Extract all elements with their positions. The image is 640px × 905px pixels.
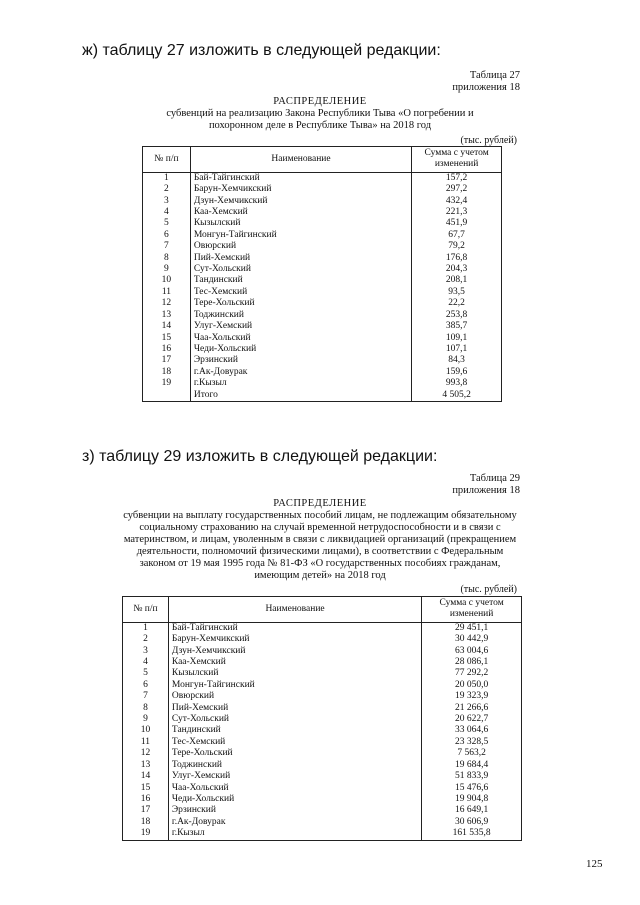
row-number: 19 — [143, 378, 191, 389]
district-name: Улуг-Хемский — [168, 771, 421, 782]
row-number: 19 — [123, 828, 169, 840]
district-name: Чеди-Хольский — [168, 794, 421, 805]
amount-value: 84,3 — [412, 355, 502, 366]
district-name: Итого — [190, 390, 411, 402]
row-number: 18 — [143, 367, 191, 378]
caption-appendix: приложения 18 — [452, 82, 520, 93]
table-row — [143, 355, 502, 366]
header-name: Наименование — [190, 147, 411, 173]
table-row — [123, 783, 522, 794]
table-row — [123, 668, 522, 679]
district-name: Каа-Хемский — [168, 657, 421, 668]
table-row — [143, 298, 502, 309]
amount-value: 22,2 — [412, 298, 502, 309]
district-name: Тере-Хольский — [190, 298, 411, 309]
district-name: Барун-Хемчикский — [190, 184, 411, 195]
table-row — [123, 805, 522, 816]
district-name: Улуг-Хемский — [190, 321, 411, 332]
district-name: Чеди-Хольский — [190, 344, 411, 355]
row-number: 3 — [123, 646, 169, 657]
amount-value: 4 505,2 — [412, 390, 502, 402]
table-row — [123, 828, 522, 840]
table-row — [123, 634, 522, 645]
table-row — [143, 196, 502, 207]
amount-value: 20 622,7 — [422, 714, 522, 725]
amount-value: 161 535,8 — [422, 828, 522, 840]
district-name: г.Кызыл — [168, 828, 421, 840]
table-row — [143, 275, 502, 286]
amount-value: 451,9 — [412, 218, 502, 229]
row-number: 7 — [143, 241, 191, 252]
district-name: Барун-Хемчикский — [168, 634, 421, 645]
table-row — [143, 241, 502, 252]
district-name: Тес-Хемский — [168, 737, 421, 748]
table-row — [123, 657, 522, 668]
amount-value: 253,8 — [412, 310, 502, 321]
table-row — [143, 367, 502, 378]
row-number: 1 — [143, 172, 191, 184]
table-row — [123, 691, 522, 702]
district-name: Тоджинский — [190, 310, 411, 321]
row-number: 6 — [143, 230, 191, 241]
table-row — [123, 760, 522, 771]
row-number: 3 — [143, 196, 191, 207]
table-row — [123, 817, 522, 828]
amount-value: 297,2 — [412, 184, 502, 195]
title-subtitle: субвенции на выплату государственных пособий лицам, не подлежащим обязательному социальному страхованию на случай временной нетрудоспособности и в связи с материнством, и лицам, уволенным в связи с ликвидацией организаций (прекращением деятельности, полномочий физическими лицами), в соответствии с Федеральным законом от 19 мая 1995 года № 81-ФЗ «О государственных пособиях гражданам, имеющим детей» на 2018 год — [123, 510, 517, 581]
table-header-row — [143, 147, 502, 173]
row-number: 2 — [123, 634, 169, 645]
row-number: 16 — [143, 344, 191, 355]
amount-value: 21 266,6 — [422, 703, 522, 714]
district-name: г.Ак-Довурак — [190, 367, 411, 378]
table-row — [143, 253, 502, 264]
table-row — [123, 748, 522, 759]
table-row — [143, 207, 502, 218]
amount-value: 176,8 — [412, 253, 502, 264]
row-number: 14 — [143, 321, 191, 332]
amount-value: 20 050,0 — [422, 680, 522, 691]
table-27 — [142, 146, 502, 402]
district-name: Сут-Хольский — [168, 714, 421, 725]
district-name: г.Ак-Довурак — [168, 817, 421, 828]
amount-value: 204,3 — [412, 264, 502, 275]
row-number: 12 — [123, 748, 169, 759]
header-amount: Сумма с учетом изменений — [412, 147, 502, 173]
district-name: г.Кызыл — [190, 378, 411, 389]
amount-value: 51 833,9 — [422, 771, 522, 782]
row-number: 8 — [123, 703, 169, 714]
table-29 — [122, 596, 522, 841]
amount-value: 77 292,2 — [422, 668, 522, 679]
row-number: 7 — [123, 691, 169, 702]
district-name: Тере-Хольский — [168, 748, 421, 759]
row-number: 10 — [123, 725, 169, 736]
amount-value: 208,1 — [412, 275, 502, 286]
table-row — [143, 172, 502, 184]
district-name: Кызылский — [168, 668, 421, 679]
amount-value: 993,8 — [412, 378, 502, 389]
table-row — [123, 737, 522, 748]
row-number: 2 — [143, 184, 191, 195]
row-number: 9 — [143, 264, 191, 275]
district-name: Дзун-Хемчикский — [168, 646, 421, 657]
table-27-caption — [452, 70, 520, 94]
row-number: 9 — [123, 714, 169, 725]
table-row — [143, 287, 502, 298]
row-number: 5 — [123, 668, 169, 679]
district-name: Монгун-Тайгинский — [190, 230, 411, 241]
district-name: Бай-Тайгинский — [168, 622, 421, 634]
amount-value: 109,1 — [412, 333, 502, 344]
district-name: Эрзинский — [168, 805, 421, 816]
table-row — [143, 333, 502, 344]
table-row — [143, 310, 502, 321]
district-name: Овюрский — [190, 241, 411, 252]
row-number: 4 — [143, 207, 191, 218]
row-number: 18 — [123, 817, 169, 828]
district-name: Кызылский — [190, 218, 411, 229]
table-row — [143, 378, 502, 389]
page-number: 125 — [586, 858, 603, 870]
caption-table-number: Таблица 27 — [469, 70, 520, 81]
row-number: 8 — [143, 253, 191, 264]
row-number: 16 — [123, 794, 169, 805]
row-number: 15 — [143, 333, 191, 344]
table-27-title — [150, 96, 490, 132]
header-number: № п/п — [123, 597, 169, 623]
table-row — [143, 321, 502, 332]
table-row — [123, 622, 522, 634]
amount-value: 159,6 — [412, 367, 502, 378]
district-name: Дзун-Хемчикский — [190, 196, 411, 207]
table-row — [143, 218, 502, 229]
caption-table-number: Таблица 29 — [469, 473, 520, 484]
row-number: 17 — [143, 355, 191, 366]
district-name: Эрзинский — [190, 355, 411, 366]
amount-value: 385,7 — [412, 321, 502, 332]
amount-value: 7 563,2 — [422, 748, 522, 759]
table-row — [123, 646, 522, 657]
row-number: 13 — [123, 760, 169, 771]
district-name: Сут-Хольский — [190, 264, 411, 275]
district-name: Пий-Хемский — [190, 253, 411, 264]
amount-value: 33 064,6 — [422, 725, 522, 736]
district-name: Тандинский — [168, 725, 421, 736]
title-main: РАСПРЕДЕЛЕНИЕ — [273, 498, 367, 509]
row-number: 6 — [123, 680, 169, 691]
title-main: РАСПРЕДЕЛЕНИЕ — [273, 96, 367, 107]
units-label: (тыс. рублей) — [460, 584, 517, 595]
row-number: 13 — [143, 310, 191, 321]
table-row — [123, 703, 522, 714]
amount-value: 28 086,1 — [422, 657, 522, 668]
section-heading-table-29: з) таблицу 29 изложить в следующей редакции: — [82, 448, 438, 465]
amount-value: 15 476,6 — [422, 783, 522, 794]
table-row — [123, 680, 522, 691]
table-row — [143, 230, 502, 241]
amount-value: 221,3 — [412, 207, 502, 218]
table-row — [143, 264, 502, 275]
amount-value: 67,7 — [412, 230, 502, 241]
caption-appendix: приложения 18 — [452, 485, 520, 496]
row-number: 5 — [143, 218, 191, 229]
header-name: Наименование — [168, 597, 421, 623]
amount-value: 157,2 — [412, 172, 502, 184]
amount-value: 19 684,4 — [422, 760, 522, 771]
units-label: (тыс. рублей) — [460, 135, 517, 146]
table-row — [123, 794, 522, 805]
amount-value: 23 328,5 — [422, 737, 522, 748]
table-row — [123, 725, 522, 736]
district-name: Каа-Хемский — [190, 207, 411, 218]
district-name: Тоджинский — [168, 760, 421, 771]
row-number — [143, 390, 191, 402]
amount-value: 79,2 — [412, 241, 502, 252]
district-name: Чаа-Хольский — [168, 783, 421, 794]
district-name: Овюрский — [168, 691, 421, 702]
header-amount: Сумма с учетом изменений — [422, 597, 522, 623]
table-29-caption — [452, 473, 520, 497]
row-number: 12 — [143, 298, 191, 309]
table-row — [143, 390, 502, 402]
district-name: Монгун-Тайгинский — [168, 680, 421, 691]
section-heading-table-27: ж) таблицу 27 изложить в следующей редакции: — [82, 42, 441, 59]
amount-value: 16 649,1 — [422, 805, 522, 816]
table-row — [123, 771, 522, 782]
table-header-row — [123, 597, 522, 623]
district-name: Чаа-Хольский — [190, 333, 411, 344]
table-row — [123, 714, 522, 725]
district-name: Пий-Хемский — [168, 703, 421, 714]
district-name: Тандинский — [190, 275, 411, 286]
row-number: 10 — [143, 275, 191, 286]
amount-value: 30 606,9 — [422, 817, 522, 828]
district-name: Бай-Тайгинский — [190, 172, 411, 184]
header-number: № п/п — [143, 147, 191, 173]
amount-value: 63 004,6 — [422, 646, 522, 657]
row-number: 1 — [123, 622, 169, 634]
amount-value: 107,1 — [412, 344, 502, 355]
amount-value: 432,4 — [412, 196, 502, 207]
amount-value: 29 451,1 — [422, 622, 522, 634]
table-row — [143, 344, 502, 355]
title-subtitle: субвенций на реализацию Закона Республики Тыва «О погребении и похоронном деле в Республике Тыва» на 2018 год — [166, 108, 474, 131]
amount-value: 19 904,8 — [422, 794, 522, 805]
table-29-title — [120, 498, 520, 582]
row-number: 11 — [123, 737, 169, 748]
amount-value: 19 323,9 — [422, 691, 522, 702]
row-number: 11 — [143, 287, 191, 298]
row-number: 17 — [123, 805, 169, 816]
district-name: Тес-Хемский — [190, 287, 411, 298]
amount-value: 30 442,9 — [422, 634, 522, 645]
row-number: 14 — [123, 771, 169, 782]
row-number: 4 — [123, 657, 169, 668]
amount-value: 93,5 — [412, 287, 502, 298]
table-row — [143, 184, 502, 195]
row-number: 15 — [123, 783, 169, 794]
